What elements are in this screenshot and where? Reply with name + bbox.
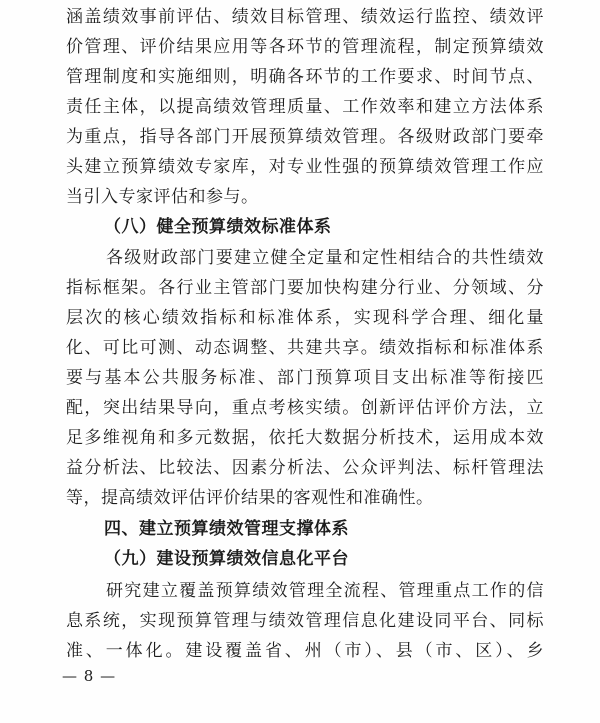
para1-line-7: 当引入专家评估和参与。 xyxy=(66,187,259,207)
para2-line-1: 各级财政部门要建立健全定量和定性相结合的共性绩效 xyxy=(106,248,544,268)
para2-line-8: 益分析法、比较法、因素分析法、公众评判法、标杆管理法 xyxy=(66,458,544,478)
subheading-8: （八）健全预算绩效标准体系 xyxy=(104,217,332,237)
para1-line-2: 价管理、评价结果应用等各环节的管理流程，制定预算绩效 xyxy=(66,37,544,57)
para3-line-1: 研究建立覆盖预算绩效管理全流程、管理重点工作的信 xyxy=(106,581,544,601)
para2-line-3: 层次的核心绩效指标和标准体系，实现科学合理、细化量 xyxy=(66,308,544,328)
para1-line-1: 涵盖绩效事前评估、绩效目标管理、绩效运行监控、绩效评 xyxy=(66,7,544,27)
section-heading-4: 四、建立预算绩效管理支撑体系 xyxy=(104,519,349,539)
para2-line-2: 指标框架。各行业主管部门要加快构建分行业、分领域、分 xyxy=(66,278,544,298)
para3-line-3: 准、一体化。建设覆盖省、州（市）、县（市、区）、乡 xyxy=(66,641,544,661)
para2-line-5: 要与基本公共服务标准、部门预算项目支出标准等衔接匹 xyxy=(66,368,544,388)
para2-line-4: 化、可比可测、动态调整、共建共享。绩效指标和标准体系 xyxy=(66,338,544,358)
para1-line-6: 头建立预算绩效专家库，对专业性强的预算绩效管理工作应 xyxy=(66,157,544,177)
page-number: — 8 — xyxy=(62,667,117,685)
para1-line-3: 管理制度和实施细则，明确各环节的工作要求、时间节点、 xyxy=(66,67,544,87)
para2-line-7: 足多维视角和多元数据，依托大数据分析技术，运用成本效 xyxy=(66,428,544,448)
para3-line-2: 息系统，实现预算管理与绩效管理信息化建设同平台、同标 xyxy=(66,611,544,631)
para2-line-9: 等，提高绩效评估评价结果的客观性和准确性。 xyxy=(66,488,434,508)
subheading-9: （九）建设预算绩效信息化平台 xyxy=(104,549,349,569)
para1-line-4: 责任主体，以提高绩效管理质量、工作效率和建立方法体系 xyxy=(66,97,544,117)
para2-line-6: 配，突出结果导向，重点考核实绩。创新评估评价方法，立 xyxy=(66,398,544,418)
para1-line-5: 为重点，指导各部门开展预算绩效管理。各级财政部门要牵 xyxy=(66,127,544,147)
